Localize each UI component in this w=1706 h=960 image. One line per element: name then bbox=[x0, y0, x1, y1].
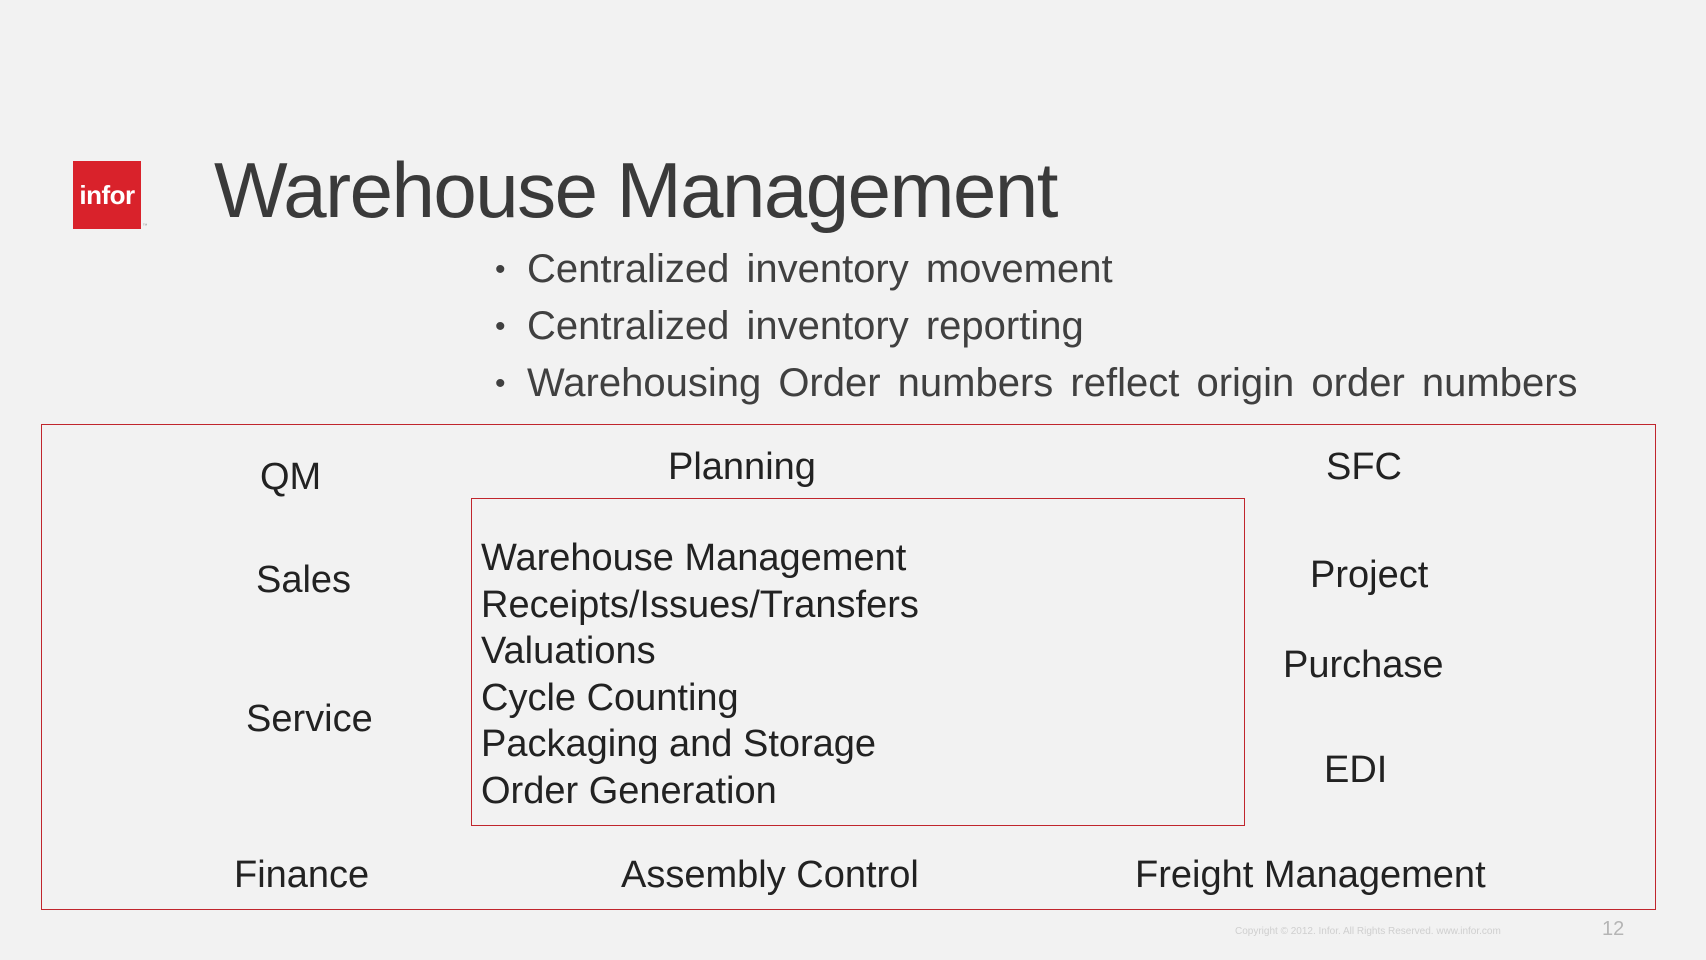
module-project: Project bbox=[1310, 554, 1429, 596]
logo-text: infor bbox=[79, 179, 135, 210]
bullet-dot-icon: • bbox=[495, 253, 506, 286]
bullet-item bbox=[495, 298, 1578, 355]
module-assembly-control: Assembly Control bbox=[621, 854, 919, 896]
bullet-item bbox=[495, 241, 1578, 298]
bullet-list bbox=[495, 241, 1578, 412]
feature-item: Receipts/Issues/Transfers bbox=[481, 583, 919, 626]
module-planning: Planning bbox=[668, 446, 816, 488]
bullet-text: Centralized inventory movement bbox=[527, 247, 1113, 291]
module-service: Service bbox=[246, 698, 373, 740]
module-sfc: SFC bbox=[1326, 446, 1402, 488]
bullet-dot-icon: • bbox=[495, 310, 506, 343]
module-qm: QM bbox=[260, 456, 322, 498]
module-finance: Finance bbox=[234, 854, 370, 896]
feature-item: Packaging and Storage bbox=[481, 723, 877, 765]
slide-title: Warehouse Management bbox=[214, 146, 1057, 234]
feature-item: Warehouse Management bbox=[481, 537, 907, 579]
infor-logo bbox=[73, 161, 147, 229]
copyright-notice: Copyright © 2012. Infor. All Rights Reserved. www.infor.com bbox=[1235, 926, 1501, 937]
page-number: 12 bbox=[1602, 918, 1625, 940]
trademark-mark: ™ bbox=[142, 223, 147, 229]
bullet-text: Warehousing Order numbers reflect origin order numbers bbox=[527, 361, 1578, 405]
module-edi: EDI bbox=[1324, 749, 1388, 791]
feature-item: Order Generation bbox=[481, 769, 777, 812]
feature-item: Valuations bbox=[481, 630, 656, 672]
module-sales: Sales bbox=[256, 559, 352, 601]
module-freight-management: Freight Management bbox=[1135, 854, 1486, 896]
bullet-dot-icon: • bbox=[495, 367, 506, 400]
bullet-text: Centralized inventory reporting bbox=[527, 304, 1084, 348]
module-purchase: Purchase bbox=[1283, 644, 1444, 686]
warehouse-feature-list bbox=[481, 535, 919, 814]
bullet-item bbox=[495, 355, 1578, 412]
feature-item: Cycle Counting bbox=[481, 676, 739, 719]
